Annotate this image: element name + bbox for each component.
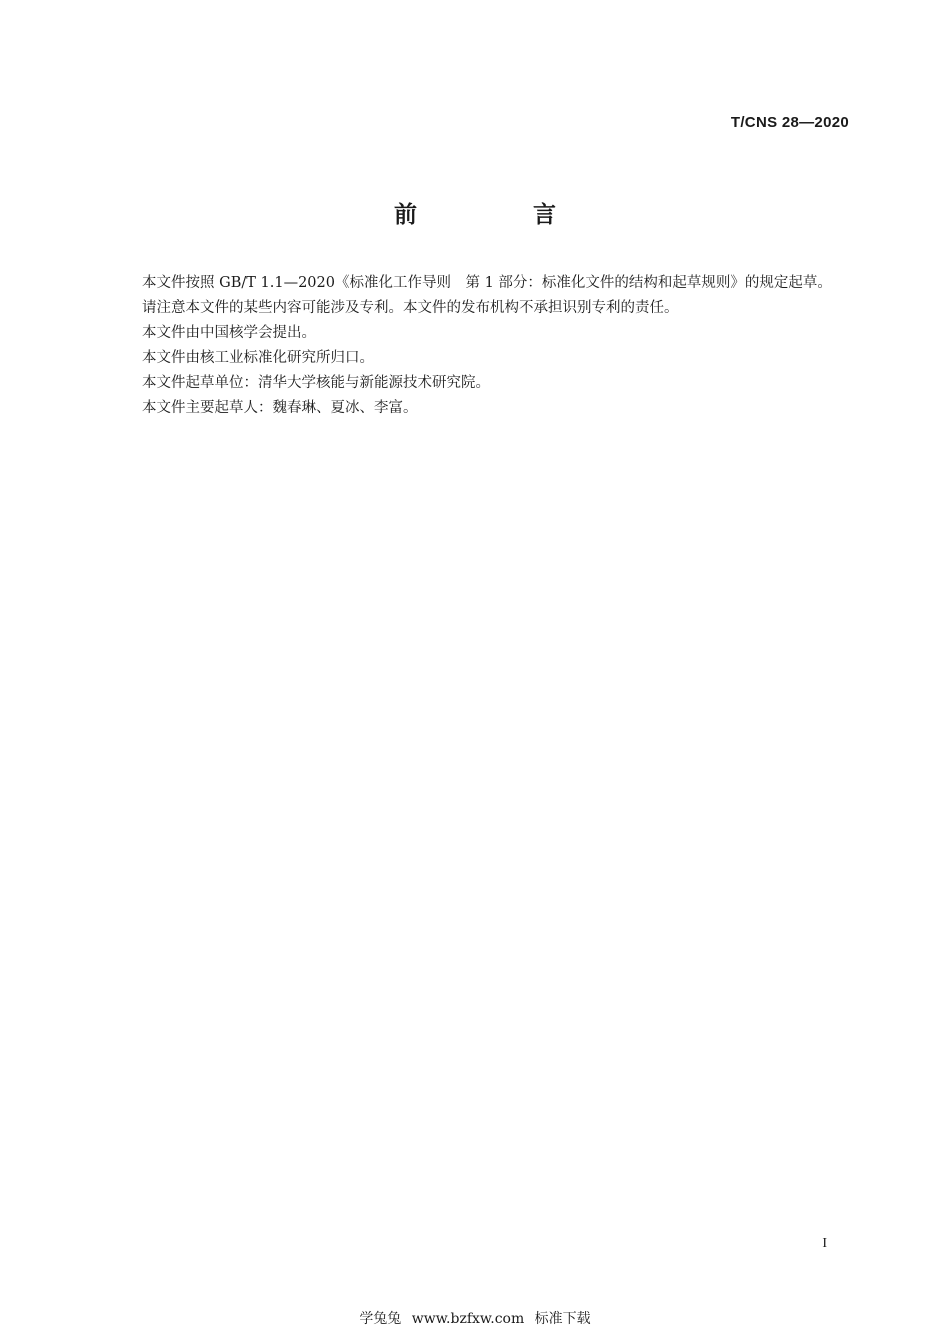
paragraph-drafting-rules: 本文件按照 GB/T 1.1—2020《标准化工作导则 第 1 部分：标准化文件的结构和起草规则》的规定起草。 bbox=[142, 275, 832, 291]
page-title: 前 言 bbox=[393, 202, 610, 228]
footer-watermark: 学兔兔 www.bzfxw.com 标准下载 bbox=[359, 1311, 591, 1327]
paragraph-patent-notice: 请注意本文件的某些内容可能涉及专利。本文件的发布机构不承担识别专利的责任。 bbox=[142, 300, 679, 316]
paragraph-main-drafters: 本文件主要起草人：魏春琳、夏冰、李富。 bbox=[142, 400, 418, 416]
document-code: T/CNS 28—2020 bbox=[730, 114, 849, 131]
paragraph-proposer: 本文件由中国核学会提出。 bbox=[142, 325, 316, 341]
paragraph-centralized-unit: 本文件由核工业标准化研究所归口。 bbox=[142, 350, 374, 366]
paragraph-drafting-organization: 本文件起草单位：清华大学核能与新能源技术研究院。 bbox=[142, 375, 490, 391]
foreword-body bbox=[113, 271, 849, 421]
page-number: I bbox=[822, 1236, 827, 1251]
